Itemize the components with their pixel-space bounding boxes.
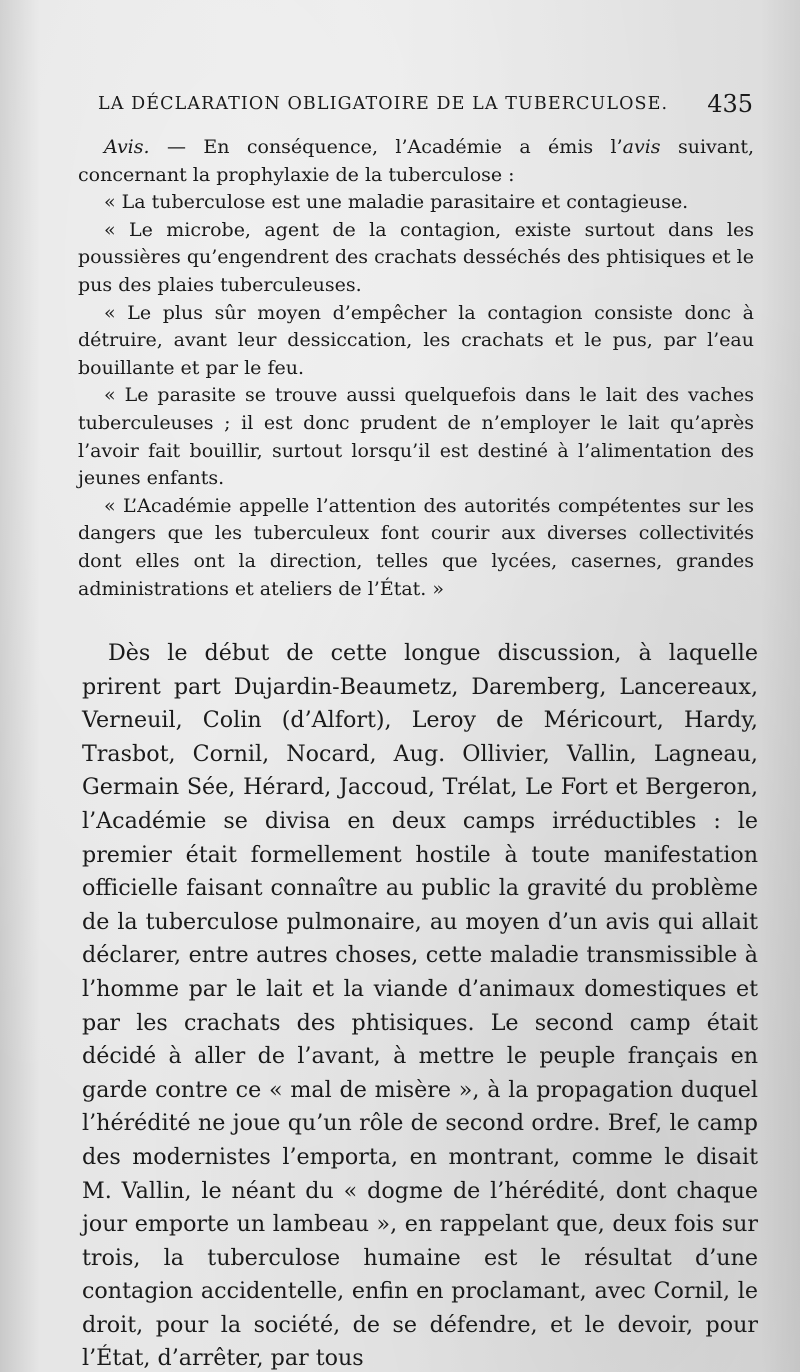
avis-intro-text-2: suivant, concernant la prophylaxie de la tuberculose : (78, 136, 754, 186)
avis-section (78, 134, 754, 603)
avis-intro (78, 134, 754, 189)
body-paragraph: Dès le début de cette longue discussion, à laquelle prirent part Dujardin-Beaumetz, Daremberg, Lancereaux, Verneuil, Colin (d’Alfort), Leroy de Méricourt, Hardy, Trasbot, Cornil, Nocard, Aug. Ollivier, Vallin, Lagneau, Germain Sée, Hérard, Jaccoud, Trélat, Le Fort et Bergeron, l’Académie se divisa en deux camps irréductibles : le premier était formellement hostile à toute manifestation officielle faisant connaître au public la gravité du problème de la tuberculose pulmonaire, au moyen d’un avis qui allait déclarer, entre autres choses, cette maladie transmissible à l’homme par le lait et la viande d’animaux domestiques et par les crachats des phtisiques. Le second camp était décidé à aller de l’avant, à mettre le peuple français en garde contre ce « mal de misère », à la propagation duquel l’hérédité ne joue qu’un rôle de second ordre. Bref, le camp des modernistes l’emporta, en montrant, comme le disait M. Vallin, le néant du « dogme de l’hérédité, dont chaque jour emporte un lambeau », en rappelant que, deux fois sur trois, la tuberculose humaine est le résultat d’une contagion accidentelle, enfin en proclamant, avec Cornil, le droit, pour la société, de se défendre, et le devoir, pour l’État, d’arrêter, par tous (82, 640, 758, 1372)
avis-paragraph: « La tuberculose est une maladie parasitaire et contagieuse. (104, 191, 689, 214)
running-title: LA DÉCLARATION OBLIGATOIRE DE LA TUBERCULOSE. (98, 94, 669, 114)
page-number: 435 (707, 90, 753, 118)
avis-paragraph: « L’Académie appelle l’attention des autorités compétentes sur les dangers que les tuberculeux font courir aux diverses collectivités dont elles ont la direction, telles que lycées, casernes, grandes administrations et ateliers de l’État. » (78, 494, 754, 600)
avis-paragraph: « Le plus sûr moyen d’empêcher la contagion consiste donc à détruire, avant leur dessiccation, les crachats et le pus, par l’eau bouillante et par le feu. (78, 301, 754, 379)
avis-intro-text-1: — En conséquence, l’Académie a émis l’ (149, 136, 623, 158)
avis-paragraph: « Le microbe, agent de la contagion, existe surtout dans les poussières qu’engendrent des crachats desséchés des phtisiques et le pus des plaies tuberculeuses. (78, 218, 754, 296)
avis-intro-italic-word: avis (622, 136, 661, 158)
page-header (98, 90, 753, 120)
avis-label: Avis. (104, 136, 150, 158)
main-text (82, 637, 758, 1372)
avis-paragraph: « Le parasite se trouve aussi quelquefois dans le lait des vaches tuberculeuses ; il est donc prudent de n’employer le lait qu’après l’avoir fait bouillir, surtout lorsqu’il est destiné à l’alimentation des jeunes enfants. (78, 384, 754, 490)
